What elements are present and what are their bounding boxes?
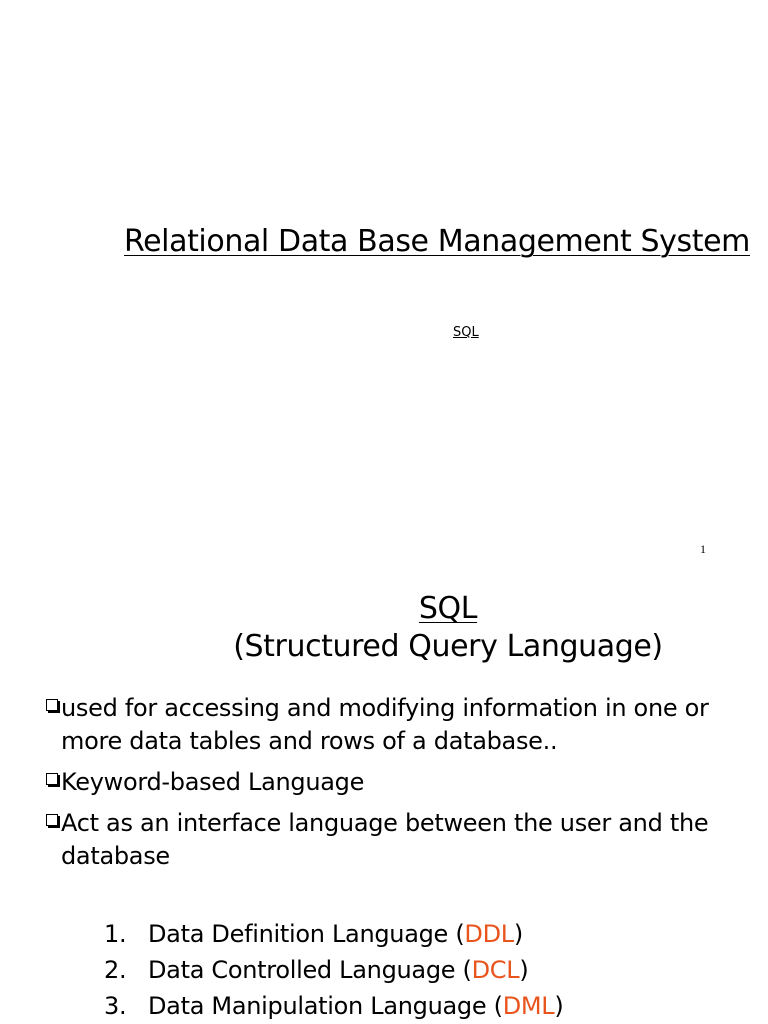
slide-title xyxy=(0,590,768,666)
item-text: Data Definition Language ( xyxy=(148,920,465,948)
numbered-list xyxy=(104,916,563,1024)
title-line-full-name: (Structured Query Language) xyxy=(233,629,663,664)
item-abbreviation: DDL xyxy=(464,920,514,948)
item-text: Data Manipulation Language ( xyxy=(148,992,503,1020)
item-number: 2. xyxy=(104,956,127,984)
item-abbreviation: DML xyxy=(502,992,555,1020)
page-number: 1 xyxy=(700,542,706,556)
hollow-square-bullet-icon xyxy=(46,814,58,826)
item-number: 1. xyxy=(104,920,127,948)
item-close: ) xyxy=(513,920,523,948)
item-text: Data Controlled Language ( xyxy=(148,956,472,984)
bullet-list xyxy=(46,692,756,881)
bullet-text: Act as an interface language between the user and the database xyxy=(61,809,709,870)
bullet-text: Keyword-based Language xyxy=(61,768,365,796)
item-number: 3. xyxy=(104,992,127,1020)
numbered-item-dml xyxy=(104,988,563,1024)
item-close: ) xyxy=(554,992,564,1020)
bullet-item xyxy=(46,766,756,799)
slide-subtitle: SQL xyxy=(453,325,479,340)
item-abbreviation: DCL xyxy=(471,956,520,984)
hollow-square-bullet-icon xyxy=(46,773,58,785)
slide-title: Relational Data Base Management System xyxy=(124,224,750,259)
bullet-text: used for accessing and modifying information in one or more data tables and rows of a database.. xyxy=(61,694,709,755)
slide-2 xyxy=(0,576,768,1024)
item-close: ) xyxy=(519,956,529,984)
bullet-item xyxy=(46,807,756,873)
title-line-sql: SQL xyxy=(418,591,478,626)
hollow-square-bullet-icon xyxy=(46,699,58,711)
bullet-item xyxy=(46,692,756,758)
numbered-item-ddl xyxy=(104,916,563,952)
numbered-item-dcl xyxy=(104,952,563,988)
